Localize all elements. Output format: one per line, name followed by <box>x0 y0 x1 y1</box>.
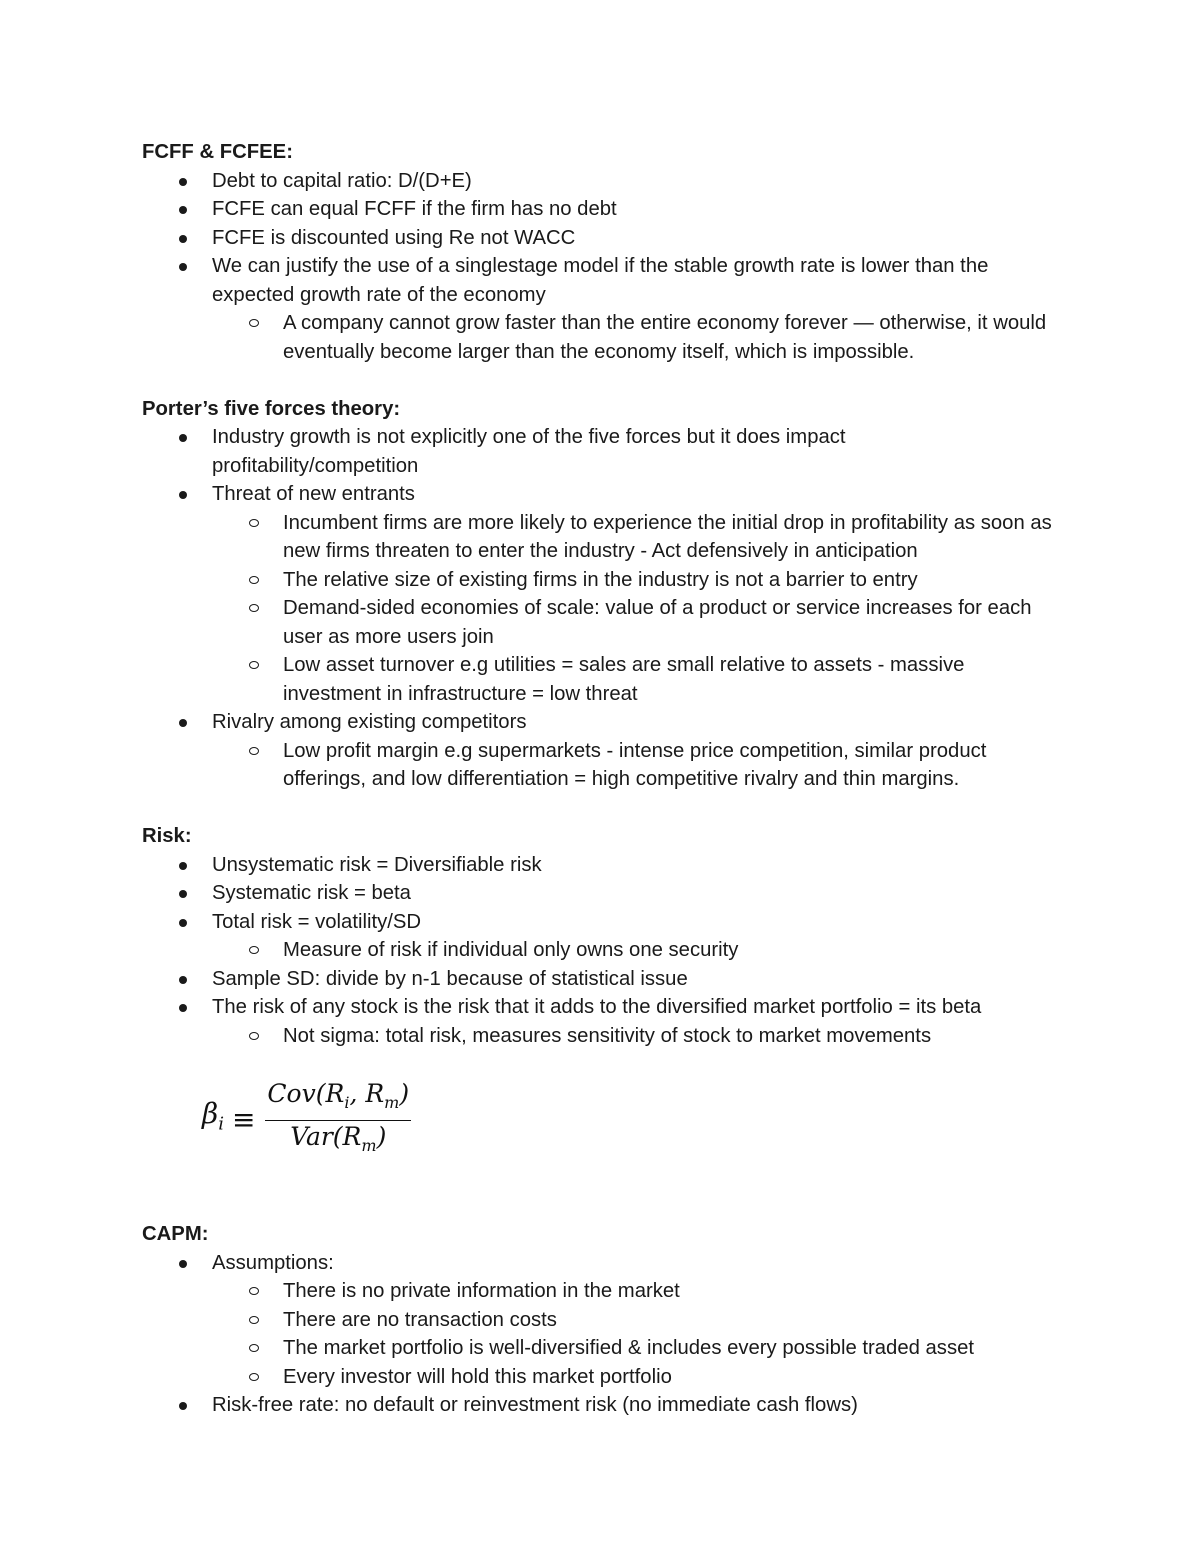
section-heading: Risk: <box>142 825 192 847</box>
numerator-subscript: i <box>344 1093 350 1112</box>
section-3 <box>142 1220 1052 1420</box>
sub-bullet-item: Low asset turnover e.g utilities = sales are small relative to assets - massive investment in infrastructure = low threat <box>142 651 1052 708</box>
bullet-item: Rivalry among existing competitors <box>142 708 1052 737</box>
beta-symbol: β <box>202 1097 219 1131</box>
formula-numerator <box>265 1080 411 1121</box>
sub-bullet-item: Not sigma: total risk, measures sensitivity of stock to market movements <box>142 1022 1052 1051</box>
sub-bullet-item: There are no transaction costs <box>142 1306 1052 1335</box>
bullet-item: Threat of new entrants <box>142 480 1052 509</box>
bullet-list <box>142 167 1052 367</box>
bullet-item: Industry growth is not explicitly one of the five forces but it does impact profitability/competition <box>142 423 1052 480</box>
section-heading: FCFF & FCFEE: <box>142 141 293 163</box>
sub-bullet-item: The market portfolio is well-diversified & includes every possible traded asset <box>142 1334 1052 1363</box>
bullet-item: Sample SD: divide by n-1 because of statistical issue <box>142 965 1052 994</box>
sub-bullet-item: Every investor will hold this market portfolio <box>142 1363 1052 1392</box>
denominator-text: Var(R <box>290 1121 362 1151</box>
sub-bullet-item: A company cannot grow faster than the entire economy forever — otherwise, it would eventually become larger than the economy itself, which is impossible. <box>142 309 1052 366</box>
sub-bullet-item: Incumbent firms are more likely to experience the initial drop in profitability as soon as new firms threaten to enter the industry - Act defensively in anticipation <box>142 509 1052 566</box>
section-heading: CAPM: <box>142 1223 209 1245</box>
bullet-item: We can justify the use of a singlestage model if the stable growth rate is lower than the expected growth rate of the economy <box>142 252 1052 309</box>
sub-bullet-item: Low profit margin e.g supermarkets - intense price competition, similar product offerings, and low differentiation = high competitive rivalry and thin margins. <box>142 737 1052 794</box>
sub-bullet-item: Demand-sided economies of scale: value of a product or service increases for each user as more users join <box>142 594 1052 651</box>
bullet-list <box>142 423 1052 794</box>
denominator-text: ) <box>376 1121 387 1151</box>
bullet-item: Assumptions: <box>142 1249 1052 1278</box>
bullet-list <box>142 851 1052 1051</box>
bullet-item: Risk-free rate: no default or reinvestment risk (no immediate cash flows) <box>142 1391 1052 1420</box>
formula-denominator <box>290 1121 386 1161</box>
document-page <box>142 138 1052 1420</box>
bullet-item: Debt to capital ratio: D/(D+E) <box>142 167 1052 196</box>
section-0 <box>142 138 1052 366</box>
bullet-item: FCFE is discounted using Re not WACC <box>142 224 1052 253</box>
bullet-item: FCFE can equal FCFF if the firm has no debt <box>142 195 1052 224</box>
numerator-text: ) <box>399 1079 410 1108</box>
beta-subscript: i <box>218 1114 224 1136</box>
section-1 <box>142 395 1052 794</box>
section-heading: Porter’s five forces theory: <box>142 397 401 420</box>
sub-bullet-item: The relative size of existing firms in the industry is not a barrier to entry <box>142 566 1052 595</box>
bullet-item: Total risk = volatility/SD <box>142 908 1052 937</box>
bullet-list <box>142 1249 1052 1420</box>
sub-bullet-item: Measure of risk if individual only owns one security <box>142 936 1052 965</box>
bullet-item: Unsystematic risk = Diversifiable risk <box>142 851 1052 880</box>
bullet-item: Systematic risk = beta <box>142 879 1052 908</box>
numerator-text: Cov(R <box>267 1079 345 1108</box>
beta-formula <box>142 1080 1052 1184</box>
equivalence-symbol: ≡ <box>231 1102 256 1136</box>
denominator-subscript: m <box>361 1135 377 1155</box>
bullet-item: The risk of any stock is the risk that it adds to the diversified market portfolio = its beta <box>142 993 1052 1022</box>
section-2 <box>142 822 1052 1184</box>
numerator-text: , R <box>349 1079 385 1108</box>
numerator-subscript: m <box>384 1093 400 1112</box>
sub-bullet-item: There is no private information in the market <box>142 1277 1052 1306</box>
formula-lhs <box>202 1097 224 1139</box>
formula-fraction <box>265 1080 411 1160</box>
